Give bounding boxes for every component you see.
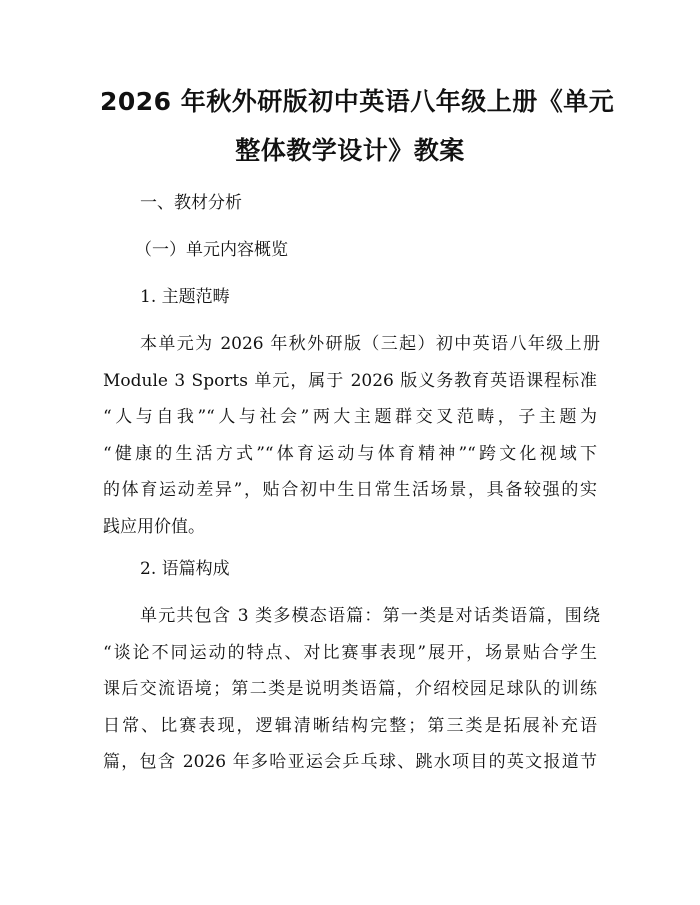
document-title-line-2: 整体教学设计》教案 bbox=[235, 136, 465, 165]
document-title-line-1: 2026 年秋外研版初中英语八年级上册《单元 bbox=[100, 87, 615, 116]
paragraph-line: 课后交流语境；第二类是说明类语篇，介绍校园足球队的训练 bbox=[103, 679, 597, 699]
section-heading-textbook-analysis: 一、教材分析 bbox=[140, 193, 242, 213]
paragraph-line: 践应用价值。 bbox=[103, 517, 205, 537]
paragraph-line: 的体育运动差异”，贴合初中生日常生活场景，具备较强的实 bbox=[103, 480, 597, 500]
paragraph-line: “健康的生活方式”“体育运动与体育精神”“跨文化视域下 bbox=[103, 444, 597, 464]
item-heading-theme-category: 1. 主题范畴 bbox=[140, 287, 230, 307]
paragraph-line: 单元共包含 3 类多模态语篇：第一类是对话类语篇，围绕 bbox=[140, 606, 600, 626]
subsection-heading-unit-overview: （一）单元内容概览 bbox=[135, 240, 288, 260]
paragraph-line: “人与自我”“人与社会”两大主题群交叉范畴，子主题为 bbox=[103, 407, 597, 427]
paragraph-line: “谈论不同运动的特点、对比赛事表现”展开，场景贴合学生 bbox=[103, 643, 597, 663]
paragraph-line: 日常、比赛表现，逻辑清晰结构完整；第三类是拓展补充语 bbox=[103, 716, 597, 736]
paragraph-line: Module 3 Sports 单元，属于 2026 版义务教育英语课程标准 bbox=[103, 371, 597, 391]
item-heading-text-composition: 2. 语篇构成 bbox=[140, 559, 230, 579]
paragraph-line: 本单元为 2026 年秋外研版（三起）初中英语八年级上册 bbox=[140, 334, 600, 354]
paragraph-line: 篇，包含 2026 年多哈亚运会乒乓球、跳水项目的英文报道节 bbox=[103, 752, 597, 772]
